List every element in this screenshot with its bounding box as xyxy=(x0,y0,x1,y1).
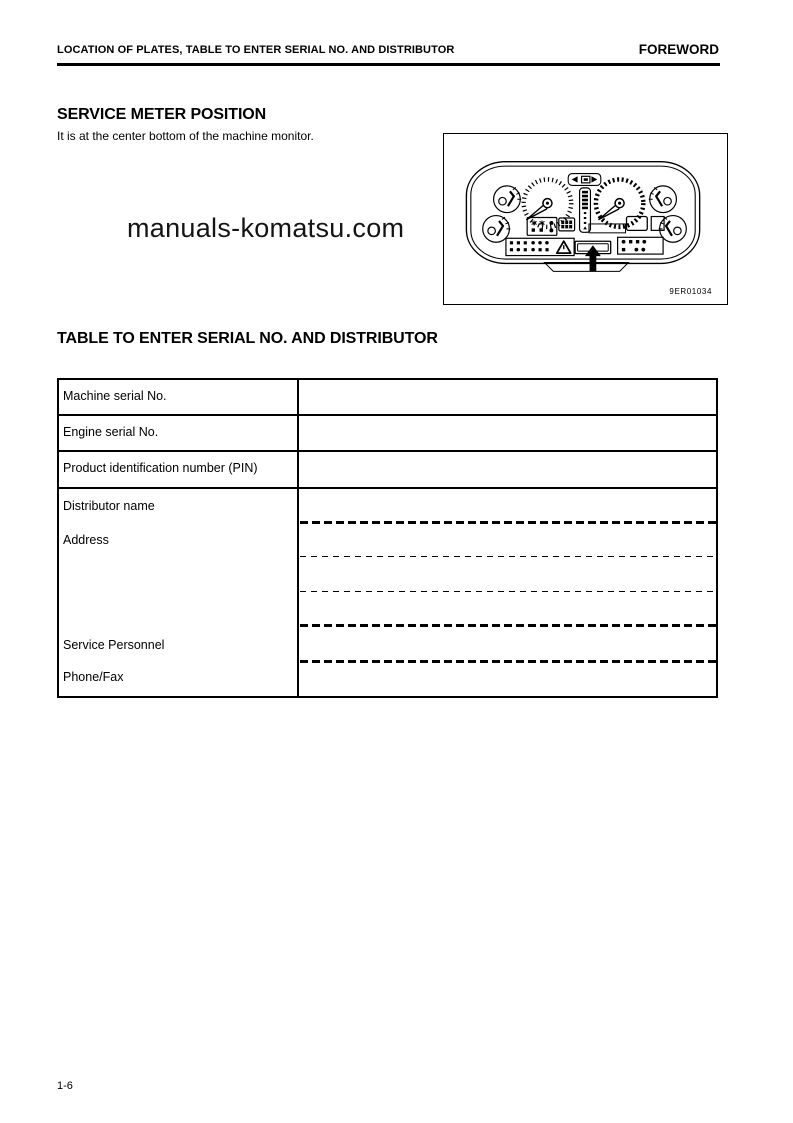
running-header-right: FOREWORD xyxy=(638,42,719,57)
service-meter-pointer-arrow xyxy=(585,245,601,271)
row-label-phone-fax: Phone/Fax xyxy=(63,670,124,684)
dashed-entry-line xyxy=(300,521,716,524)
running-header-left: LOCATION OF PLATES, TABLE TO ENTER SERIAL NO. AND DISTRIBUTOR xyxy=(57,44,455,56)
machine-monitor-figure xyxy=(443,133,728,305)
serial-table-heading: TABLE TO ENTER SERIAL NO. AND DISTRIBUTOR xyxy=(57,330,438,347)
page-number: 1-6 xyxy=(57,1080,73,1092)
header-rule xyxy=(57,63,720,66)
row-label-engine-serial: Engine serial No. xyxy=(63,425,159,439)
value-cell-pin xyxy=(299,452,716,487)
row-label-service-personnel: Service Personnel xyxy=(63,638,165,652)
machine-monitor-illustration xyxy=(444,134,727,304)
dashed-entry-line xyxy=(300,624,716,627)
value-cell-engine-serial xyxy=(299,416,716,450)
row-label-address: Address xyxy=(63,533,109,547)
dashed-entry-line xyxy=(300,660,716,663)
dashed-entry-line xyxy=(300,591,716,592)
service-meter-description: It is at the center bottom of the machine monitor. xyxy=(57,129,314,143)
dashed-entry-line xyxy=(300,556,716,557)
watermark: manuals-komatsu.com xyxy=(127,213,405,243)
value-cell-machine-serial xyxy=(299,380,716,414)
row-separator xyxy=(59,487,716,489)
serial-table xyxy=(57,378,718,698)
row-label-machine-serial: Machine serial No. xyxy=(63,389,167,403)
service-meter-heading: SERVICE METER POSITION xyxy=(57,106,267,123)
row-label-distributor-name: Distributor name xyxy=(63,499,155,513)
figure-code: 9ER01034 xyxy=(669,287,712,296)
row-label-pin: Product identification number (PIN) xyxy=(63,461,258,475)
